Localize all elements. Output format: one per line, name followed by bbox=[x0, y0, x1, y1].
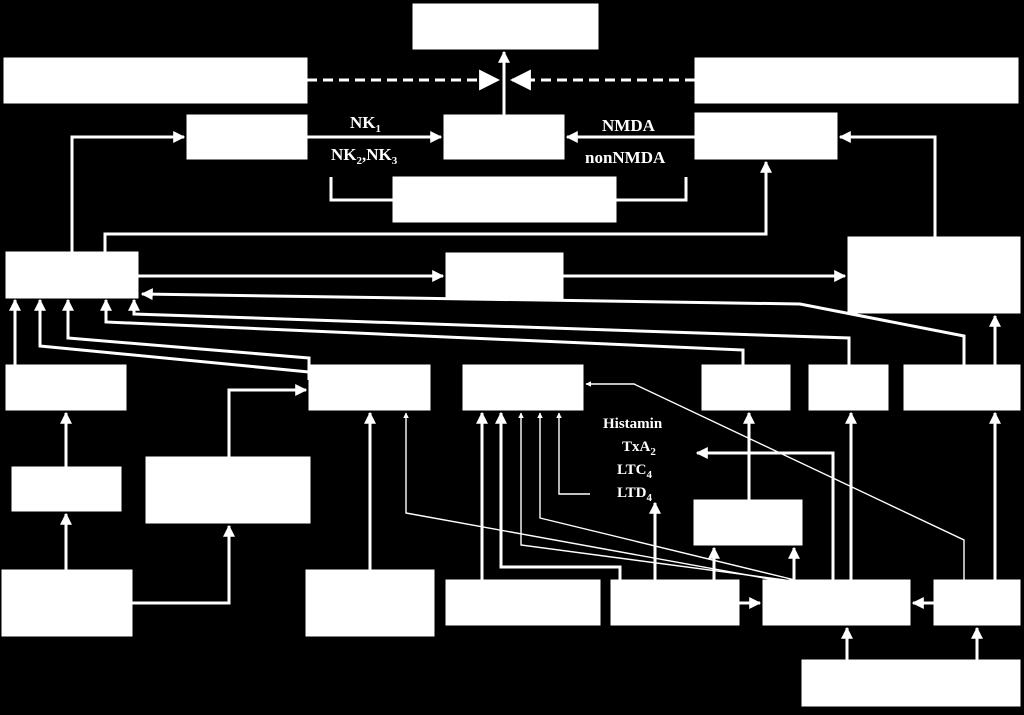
box-left-small bbox=[187, 115, 307, 159]
box-row3-3 bbox=[463, 365, 583, 410]
box-bottom-3 bbox=[446, 580, 600, 625]
edge-bottom4-to-row3-3 bbox=[501, 413, 620, 580]
box-left-wide bbox=[4, 58, 307, 103]
box-row3-4 bbox=[702, 365, 790, 410]
box-bottom-right bbox=[934, 580, 1020, 625]
edge-thin-to-row3-3-b bbox=[540, 413, 795, 580]
label-nk3-sub: 3 bbox=[391, 155, 398, 167]
box-bottom-base bbox=[802, 660, 1020, 706]
edge-right-large-to-receptor bbox=[840, 137, 935, 237]
edge-bracket-left bbox=[331, 177, 393, 200]
label-txa2-base: TxA bbox=[622, 439, 651, 455]
box-right-large bbox=[848, 237, 1020, 313]
edge-thin-bottom-right-to-row3-3 bbox=[586, 384, 964, 580]
box-mid-large bbox=[146, 457, 310, 523]
box-bottom-1 bbox=[2, 570, 132, 636]
edge-bottom1-to-mid-large bbox=[132, 526, 229, 603]
label-nk1-base: NK bbox=[350, 113, 376, 132]
box-mediator-source bbox=[694, 500, 802, 545]
box-top-output bbox=[413, 4, 598, 49]
box-left-hub bbox=[6, 252, 138, 298]
label-ltc4-sub: 4 bbox=[646, 469, 652, 481]
box-bottom-center bbox=[763, 580, 910, 625]
edge-feedback-5 bbox=[40, 300, 309, 372]
box-bracket-center bbox=[393, 177, 616, 222]
box-right-wide bbox=[695, 58, 1018, 103]
label-nmda: NMDA bbox=[602, 116, 655, 135]
label-nk-sep: , bbox=[362, 145, 367, 164]
edge-thin-to-row3-2 bbox=[406, 413, 775, 580]
box-row3-1 bbox=[6, 365, 126, 410]
label-txa2-sub: 2 bbox=[650, 446, 656, 458]
box-bottom-4 bbox=[611, 580, 739, 625]
label-nk2-sub: 2 bbox=[356, 155, 362, 167]
label-ltd4-sub: 4 bbox=[646, 492, 652, 504]
label-histamin: Histamin bbox=[603, 416, 663, 432]
label-nk1-sub: 1 bbox=[375, 123, 381, 135]
box-row3-2 bbox=[309, 365, 430, 410]
box-right-receptor bbox=[695, 113, 837, 159]
label-ltd4-base: LTD bbox=[617, 485, 647, 501]
label-nk3-base: NK bbox=[366, 145, 392, 164]
box-row3-6 bbox=[904, 365, 1020, 410]
label-nk1 bbox=[350, 113, 381, 135]
box-row3-5 bbox=[809, 365, 888, 410]
edge-thin-to-row3-3-a bbox=[521, 413, 785, 580]
box-left-mid bbox=[12, 467, 121, 511]
label-ltc4 bbox=[617, 462, 652, 481]
label-nonnmda: nonNMDA bbox=[585, 148, 666, 167]
box-center-mid bbox=[446, 253, 563, 299]
label-ltd4 bbox=[617, 485, 652, 504]
label-ltc4-base: LTC bbox=[617, 462, 647, 478]
label-nk2-nk3 bbox=[331, 145, 398, 167]
edge-bracket-right bbox=[616, 177, 686, 200]
box-center-neuron bbox=[444, 115, 564, 159]
box-bottom-2 bbox=[306, 570, 434, 636]
edge-mid-large-to-row3-2 bbox=[229, 390, 306, 457]
label-txa2 bbox=[622, 439, 656, 458]
edge-ltd4-bracket bbox=[559, 413, 590, 494]
label-nk2-base: NK bbox=[331, 145, 357, 164]
